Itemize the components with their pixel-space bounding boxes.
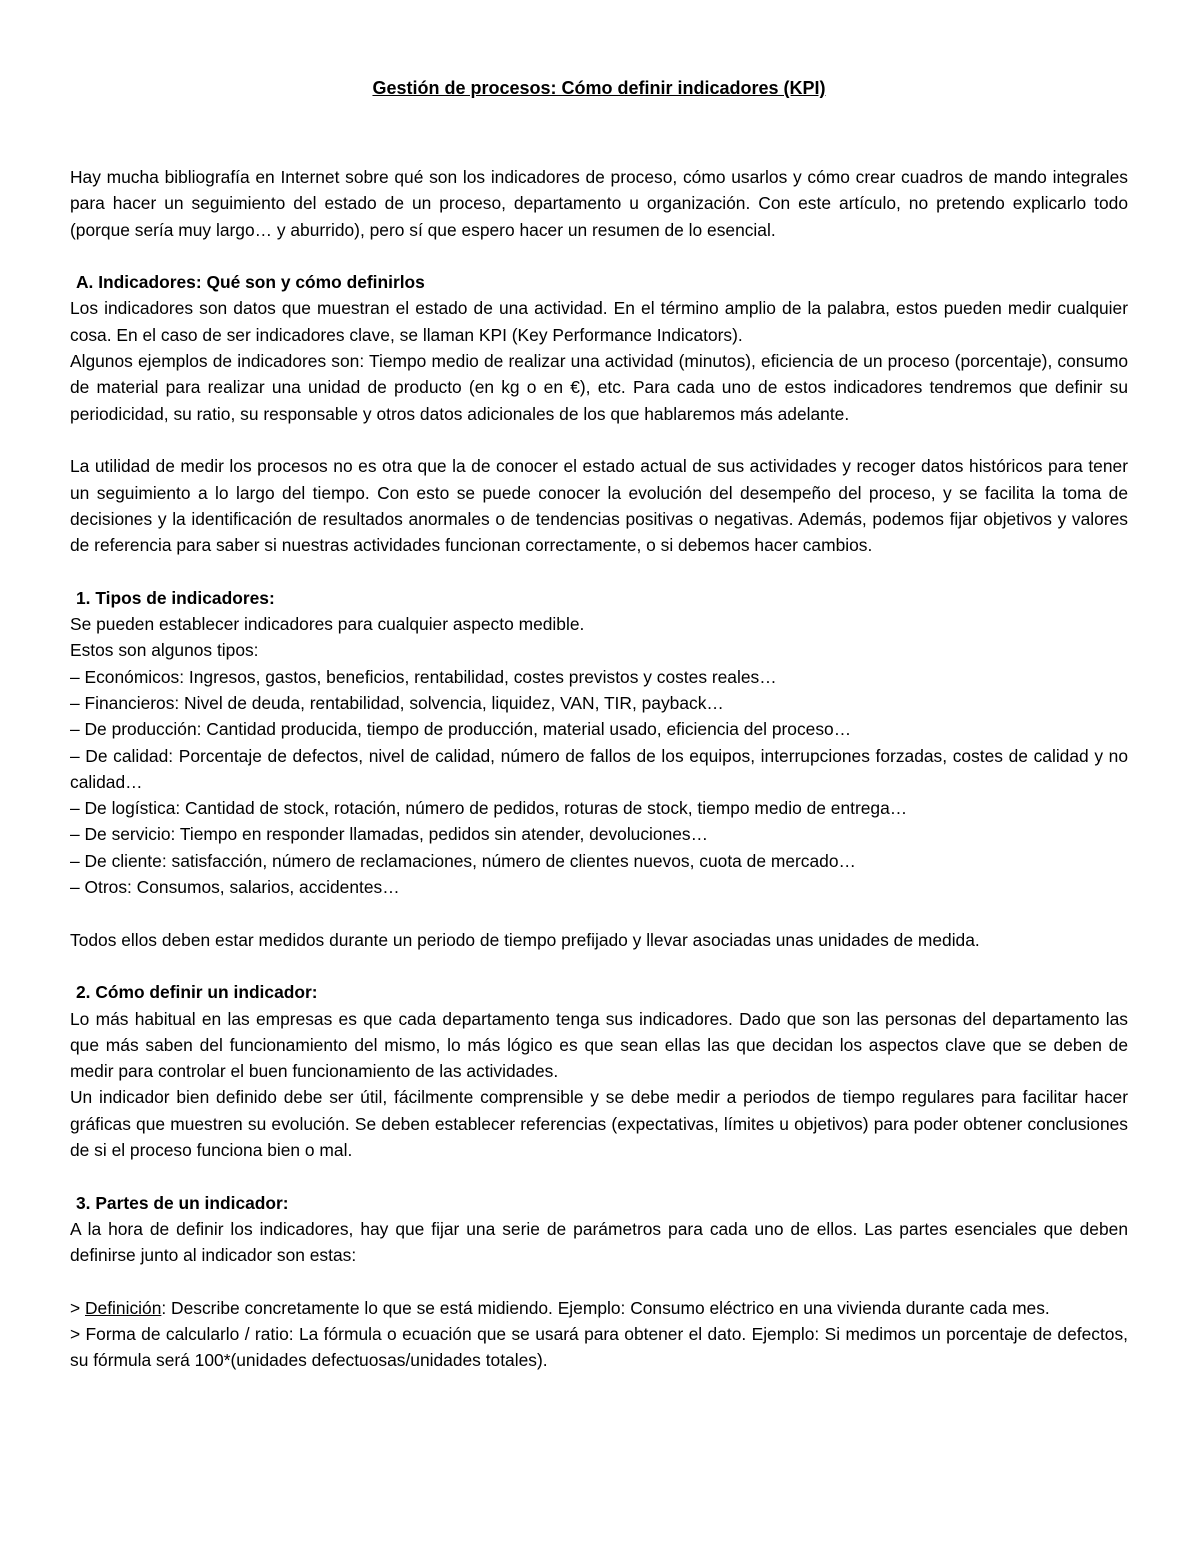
definition-text: : Describe concretamente lo que se está midiendo. Ejemplo: Consumo eléctrico en una vivienda durante cada mes. (161, 1297, 1050, 1318)
section-1-closing: Todos ellos deben estar medidos durante un periodo de tiempo prefijado y llevar asociadas unas unidades de medida. (70, 929, 980, 950)
section-a-paragraph-1: Los indicadores son datos que muestran el estado de una actividad. En el término amplio de la palabra, estos pueden medir cualquier cosa. En el caso de ser indicadores clave, se llaman KPI (Key Performance Indicators). (70, 298, 1128, 345)
list-item: – Otros: Consumos, salarios, accidentes… (70, 877, 400, 898)
list-item: – De logística: Cantidad de stock, rotación, número de pedidos, roturas de stock, tiempo medio de entrega… (70, 798, 908, 819)
definition-marker: > (70, 1297, 85, 1318)
list-item: – De producción: Cantidad producida, tiempo de producción, material usado, eficiencia del proceso… (70, 719, 852, 740)
definition-item (70, 1295, 1128, 1321)
document-page (70, 70, 1128, 1374)
list-item: – De cliente: satisfacción, número de reclamaciones, número de clientes nuevos, cuota de mercado… (70, 850, 856, 871)
section-2-paragraph-1: Lo más habitual en las empresas es que cada departamento tenga sus indicadores. Dado que son las personas del departamento las que más saben del funcionamiento del mismo, lo más lógico es que sean ellas las que decidan los aspectos clave que se deben de medir para controlar el buen funcionamiento de las actividades. (70, 1008, 1128, 1082)
section-a-heading: A. Indicadores: Qué son y cómo definirlos (76, 272, 425, 293)
list-item: – Económicos: Ingresos, gastos, beneficios, rentabilidad, costes previstos y costes reales… (70, 666, 777, 687)
section-3-heading: 3. Partes de un indicador: (76, 1192, 289, 1213)
section-1-line-1: Se pueden establecer indicadores para cualquier aspecto medible. (70, 614, 585, 635)
section-a-paragraph-3: La utilidad de medir los procesos no es otra que la de conocer el estado actual de sus actividades y recoger datos históricos para tener un seguimiento a lo largo del tiempo. Con esto se puede conocer la evolución del desempeño del proceso, y se facilita la toma de decisiones y la identificación de resultados anormales o de tendencias positivas o negativas. Además, podemos fijar objetivos y valores de referencia para saber si nuestras actividades funcionan correctamente, o si debemos hacer cambios. (70, 456, 1128, 556)
definition-term: Definición (85, 1297, 162, 1318)
list-item: – De servicio: Tiempo en responder llamadas, pedidos sin atender, devoluciones… (70, 824, 709, 845)
list-item: – Financieros: Nivel de deuda, rentabilidad, solvencia, liquidez, VAN, TIR, payback… (70, 692, 724, 713)
formula-item: > Forma de calcularlo / ratio: La fórmula o ecuación que se usará para obtener el dato. Ejemplo: Si medimos un porcentaje de defectos, su fórmula será 100*(unidades defectuosas/unidades totales). (70, 1324, 1128, 1371)
section-2-heading: 2. Cómo definir un indicador: (76, 982, 318, 1003)
section-1-heading: 1. Tipos de indicadores: (76, 587, 275, 608)
section-2-paragraph-2: Un indicador bien definido debe ser útil, fácilmente comprensible y se debe medir a periodos de tiempo regulares para facilitar hacer gráficas que muestren su evolución. Se deben establecer referencias (expectativas, límites u objetivos) para poder obtener conclusiones de si el proceso funciona bien o mal. (70, 1087, 1128, 1160)
section-3-paragraph-1: A la hora de definir los indicadores, hay que fijar una serie de parámetros para cada uno de ellos. Las partes esenciales que deben definirse junto al indicador son estas: (70, 1218, 1128, 1266)
list-item: – De calidad: Porcentaje de defectos, nivel de calidad, número de fallos de los equipos, interrupciones forzadas, costes de calidad y no calidad… (70, 745, 1128, 792)
intro-paragraph: Hay mucha bibliografía en Internet sobre qué son los indicadores de proceso, cómo usarlos y cómo crear cuadros de mando integrales para hacer un seguimiento del estado de un proceso, departamento u organización. Con este artículo, no pretendo explicarlo todo (porque sería muy largo… y aburrido), pero sí que espero hacer un resumen de lo esencial. (70, 167, 1128, 240)
section-1-line-2: Estos son algunos tipos: (70, 640, 259, 661)
section-a-paragraph-2: Algunos ejemplos de indicadores son: Tiempo medio de realizar una actividad (minutos), eficiencia de un proceso (porcentaje), consumo de material para realizar una unidad de producto (en kg o en €), etc. Para cada uno de estos indicadores tendremos que definir su periodicidad, su ratio, su responsable y otros datos adicionales de los que hablaremos más adelante. (70, 351, 1128, 424)
document-title: Gestión de procesos: Cómo definir indicadores (KPI) (372, 78, 826, 98)
